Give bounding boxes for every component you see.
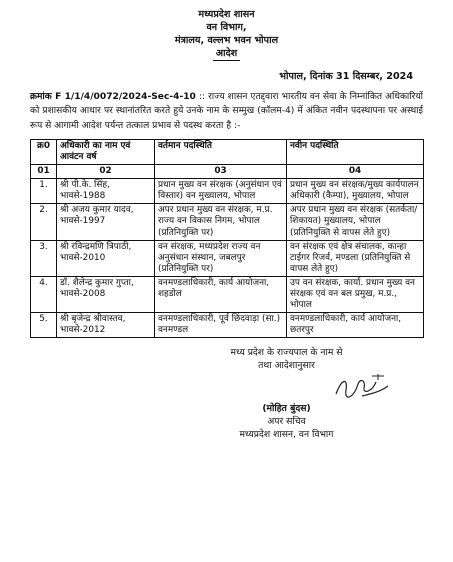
col-header-name: अधिकारी का नाम एवं आवंटन वर्ष	[57, 139, 155, 164]
cell-current: अपर प्रधान मुख्य वन संरक्षक, म.प्र. राज्य वन विकास निगम, भोपाल (प्रतिनियुक्ति पर)	[155, 204, 287, 240]
cell-sn: 1.	[31, 179, 57, 204]
table-row	[31, 179, 424, 204]
table-row	[31, 313, 424, 338]
signature-order-line: तथा आदेशानुसार	[258, 360, 315, 372]
code-cell: 03	[155, 165, 287, 179]
signatory-name: (मोहित बुंदस)	[262, 403, 311, 415]
col-header-current: वर्तमान पदस्थिति	[155, 139, 287, 164]
cell-sn: 4.	[31, 276, 57, 312]
signatory-designation: अपर सचिव	[267, 416, 306, 428]
cell-sn: 2.	[31, 204, 57, 240]
cell-current: प्रधान मुख्य वन संरक्षक (अनुसंधान एवं विस्तार) वन मुख्यालय, भोपाल	[155, 179, 287, 204]
cell-sn: 5.	[31, 313, 57, 338]
document-header	[30, 8, 423, 61]
order-intro	[30, 90, 423, 133]
order-reference: क्रमांक F 1/1/4/0072/2024-Sec-4-10	[30, 92, 196, 102]
cell-current: वन संरक्षक, मध्यप्रदेश राज्य वन अनुसंधान संस्थान, जबलपुर (प्रतिनियुक्ति पर)	[155, 240, 287, 276]
date-line: भोपाल, दिनांक 31 दिसम्बर, 2024	[279, 71, 413, 82]
table-header-row	[31, 139, 424, 164]
cell-name: श्री पी.के. सिंह, भावसे-1988	[57, 179, 155, 204]
cell-sn: 3.	[31, 240, 57, 276]
cell-new: वन संरक्षक एवं क्षेत्र संचालक, कान्हा टाईगर रिजर्व, मण्डला (प्रतिनियुक्ति से वापस लेते हुए)	[287, 240, 424, 276]
cell-new: वनमण्डलाधिकारी, कार्य आयोजना, छतरपुर	[287, 313, 424, 338]
cell-new: प्रधान मुख्य वन संरक्षक/मुख्य कार्यपालन अधिकारी (कैम्पा), मुख्यालय, भोपाल	[287, 179, 424, 204]
table-code-row	[31, 165, 424, 179]
cell-new: अपर प्रधान मुख्य वन संरक्षक (सतर्कता/शिकायत) मुख्यालय, भोपाल (प्रतिनियुक्ति से वापस लेते हुए)	[287, 204, 424, 240]
signature-authority-line: मध्य प्रदेश के राज्यपाल के नाम से	[230, 347, 343, 359]
header-department: वन विभाग,	[206, 22, 247, 33]
signature-block	[30, 346, 423, 441]
code-cell: 01	[31, 165, 57, 179]
transfer-table	[30, 139, 424, 339]
col-header-sn: क्र0	[31, 139, 57, 164]
order-body-text: :: राज्य शासन एतद्द्वारा भारतीय वन सेवा के निम्नांकित अधिकारियों को प्रशासकीय आधार पर स्थानांतरित करते हुये उनके नाम के सम्मुख (कॉलम-4) में अंकित नवीन पदस्थापना पर अस्थाई रूप से आगामी आदेश पर्यन्त तत्काल प्रभाव से पदस्थ करता है :-	[30, 92, 423, 131]
cell-current: वनमण्डलाधिकारी, पूर्व छिंदवाड़ा (सा.) वनमण्डल	[155, 313, 287, 338]
cell-new: उप वन संरक्षक, कार्या. प्रधान मुख्य वन संरक्षक एवं वन बल प्रमुख, म.प्र., भोपाल	[287, 276, 424, 312]
order-title: आदेश	[213, 47, 240, 61]
cell-name: श्री अजय कुमार यादव, भावसे-1997	[57, 204, 155, 240]
header-government: मध्यप्रदेश शासन	[198, 9, 255, 20]
code-cell: 04	[287, 165, 424, 179]
signatory-department: मध्यप्रदेश शासन, वन विभाग	[239, 429, 334, 441]
code-cell: 02	[57, 165, 155, 179]
table-row	[31, 276, 424, 312]
col-header-new: नवीन पदस्थिति	[287, 139, 424, 164]
cell-name: श्री रविन्द्रमणि त्रिपाठी, भावसे-2010	[57, 240, 155, 276]
cell-name: डॉ. शैलेन्द्र कुमार गुप्ता, भावसे-2008	[57, 276, 155, 312]
header-address: मंत्रालय, वल्लभ भवन भोपाल	[174, 35, 279, 46]
cell-current: वनमण्डलाधिकारी, कार्य आयोजना, शहडोल	[155, 276, 287, 312]
table-row	[31, 240, 424, 276]
table-row	[31, 204, 424, 240]
cell-name: श्री बृजेन्द्र श्रीवास्तव, भावसे-2012	[57, 313, 155, 338]
handwritten-signature	[150, 372, 423, 402]
